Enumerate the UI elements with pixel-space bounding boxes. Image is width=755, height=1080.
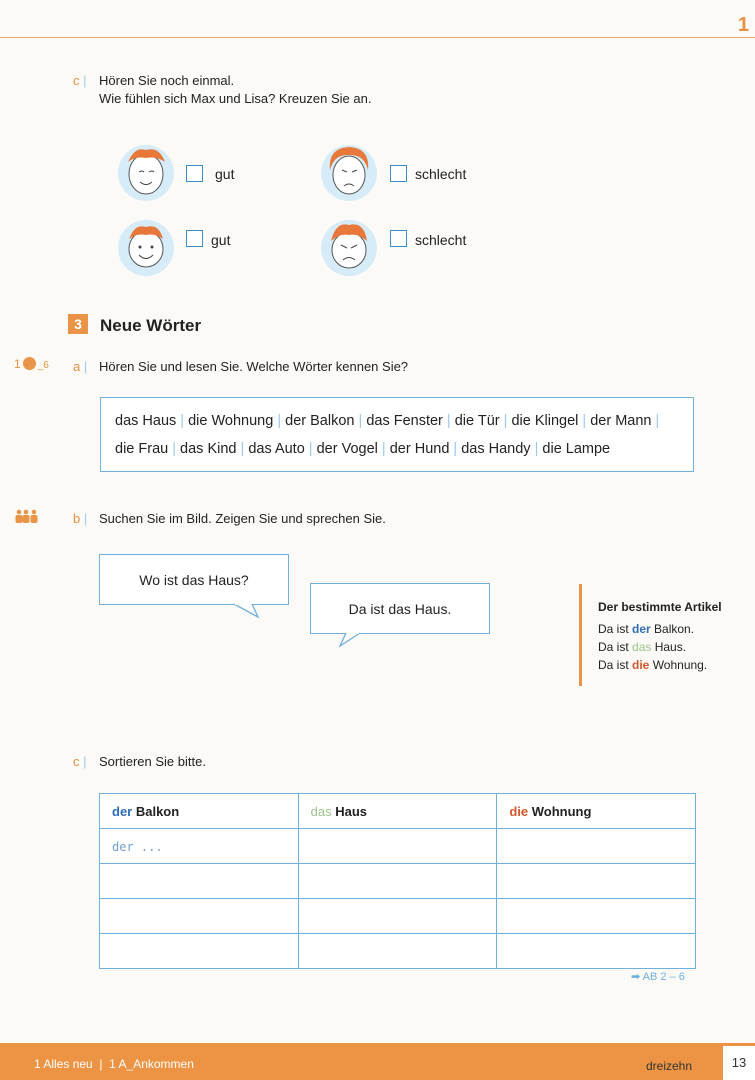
word-item: die Wohnung: [188, 413, 274, 429]
option-gut-1: gut: [215, 166, 235, 182]
cd-icon: [23, 357, 36, 370]
word-item: das Fenster: [366, 413, 443, 429]
chapter-number: 1: [737, 14, 749, 36]
word-item: die Klingel: [511, 413, 579, 429]
table-cell[interactable]: [298, 829, 497, 864]
word-item: die Tür: [454, 413, 500, 429]
word-list-box: [100, 397, 694, 472]
max-happy-face-image: [115, 215, 177, 277]
audio-track-marker[interactable]: 1 _6: [14, 357, 49, 371]
word-item: der Balkon: [285, 413, 355, 429]
table-header-row: [100, 794, 696, 829]
speech-bubble-question: Wo ist das Haus?: [99, 554, 289, 605]
grammar-line-die: Da ist die Wohnung.: [598, 658, 708, 672]
speech-bubble-answer: Da ist das Haus.: [310, 583, 490, 634]
word-list-line-2: die Frau | das Kind | das Auto | der Vogel | der Hund | das Handy | die Lampe: [115, 441, 611, 457]
table-cell[interactable]: [497, 829, 696, 864]
workbook-reference[interactable]: ➡ AB 2 – 6: [631, 971, 685, 983]
option-schlecht-2: schlecht: [415, 232, 467, 248]
partner-work-icon: [14, 509, 40, 523]
word-list-line-1: das Haus | die Wohnung | der Balkon | das Fenster | die Tür | die Klingel | der Mann |: [115, 413, 660, 429]
header-die: die Wohnung: [497, 794, 696, 829]
table-cell-example[interactable]: der ...: [100, 829, 299, 864]
footer-chapter-info: 1 Alles neu | 1 A_Ankommen: [34, 1057, 194, 1071]
table-row: [100, 864, 696, 899]
word-item: die Frau: [115, 441, 169, 457]
table-row: [100, 899, 696, 934]
task-c2-label: c |: [73, 754, 87, 769]
table-cell[interactable]: [298, 899, 497, 934]
option-gut-2: gut: [211, 232, 231, 248]
checkbox-schlecht-1[interactable]: [390, 165, 407, 182]
section-title: Neue Wörter: [100, 316, 202, 335]
task-c2-instruction: Sortieren Sie bitte.: [99, 754, 206, 769]
table-cell[interactable]: [298, 864, 497, 899]
section-number: 3: [68, 314, 88, 334]
word-item: der Mann: [590, 413, 652, 429]
max-smiling-face-image: [115, 140, 177, 202]
task-b-instruction: Suchen Sie im Bild. Zeigen Sie und sprechen Sie.: [99, 511, 386, 526]
table-cell[interactable]: [100, 864, 299, 899]
header-rule: [0, 37, 755, 38]
checkbox-schlecht-2[interactable]: [390, 230, 407, 247]
table-row: [100, 934, 696, 969]
table-cell[interactable]: [497, 934, 696, 969]
table-cell[interactable]: [497, 899, 696, 934]
word-item: das Kind: [180, 441, 237, 457]
grammar-line-der: Da ist der Balkon.: [598, 622, 695, 636]
max-angry-face-image: [318, 215, 380, 277]
word-item: der Hund: [389, 441, 450, 457]
task-a-instruction: Hören Sie und lesen Sie. Welche Wörter kennen Sie?: [99, 359, 409, 374]
table-cell[interactable]: [100, 899, 299, 934]
word-item: der Vogel: [316, 441, 378, 457]
speech-bubble-tail: [338, 632, 368, 648]
task-c1-label: c |: [73, 73, 87, 88]
grammar-box-title: Der bestimmte Artikel: [598, 600, 722, 614]
checkbox-gut-1[interactable]: [186, 165, 203, 182]
word-item: das Haus: [115, 413, 177, 429]
header-der: der Balkon: [100, 794, 299, 829]
lisa-sad-face-image: [318, 140, 380, 202]
task-b-label: b |: [73, 511, 88, 526]
option-schlecht-1: schlecht: [415, 166, 467, 182]
table-row: [100, 829, 696, 864]
speech-bubble-tail: [232, 603, 262, 619]
table-cell[interactable]: [497, 864, 696, 899]
word-item: das Handy: [461, 441, 531, 457]
checkbox-gut-2[interactable]: [186, 230, 203, 247]
word-item: das Auto: [248, 441, 305, 457]
table-cell[interactable]: [298, 934, 497, 969]
task-a-label: a |: [73, 359, 88, 374]
arrow-right-icon: ➡: [631, 971, 641, 983]
sorting-table: [99, 793, 696, 969]
grammar-line-das: Da ist das Haus.: [598, 640, 687, 654]
grammar-info-box: [579, 584, 755, 686]
header-das: das Haus: [298, 794, 497, 829]
task-c1-line1: Hören Sie noch einmal.: [99, 73, 235, 88]
page-number: 13: [723, 1046, 755, 1080]
footer-page-word: dreizehn: [646, 1059, 693, 1073]
word-item: die Lampe: [542, 441, 611, 457]
table-cell[interactable]: [100, 934, 299, 969]
task-c1-line2: Wie fühlen sich Max und Lisa? Kreuzen Sie an.: [99, 91, 372, 106]
